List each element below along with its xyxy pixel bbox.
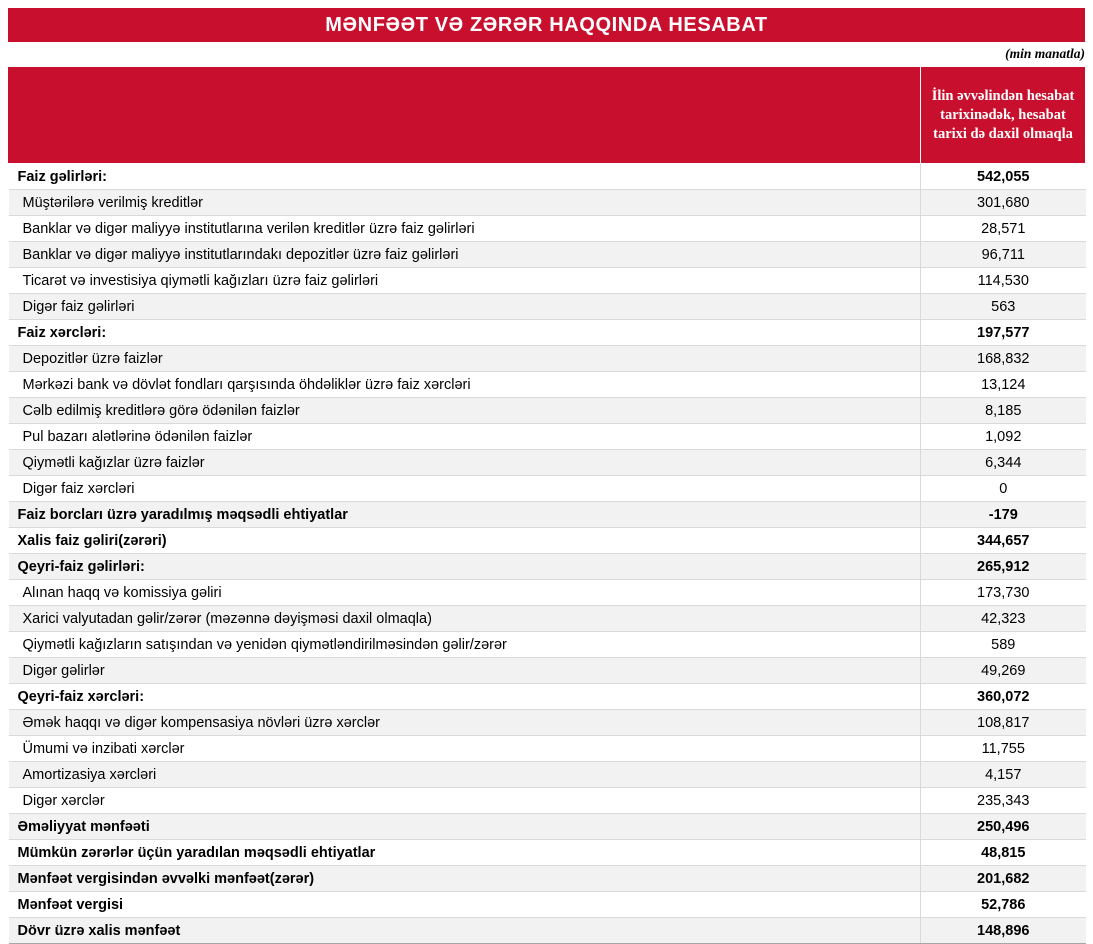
row-label: Mənfəət vergisindən əvvəlki mənfəət(zərər) — [9, 866, 921, 892]
row-label: Əməliyyat mənfəəti — [9, 814, 921, 840]
row-label: Depozitlər üzrə faizlər — [9, 346, 921, 372]
table-row — [9, 398, 1086, 424]
row-value: -179 — [921, 502, 1086, 528]
row-value: 542,055 — [921, 164, 1086, 190]
row-label: Mümkün zərərlər üçün yaradılan məqsədli ehtiyatlar — [9, 840, 921, 866]
table-row — [9, 190, 1086, 216]
row-value: 0 — [921, 476, 1086, 502]
report-title-bar — [8, 8, 1085, 42]
table-row — [9, 476, 1086, 502]
table-row — [9, 164, 1086, 190]
row-label: Müştərilərə verilmiş kreditlər — [9, 190, 921, 216]
column-header-label — [9, 67, 921, 164]
row-value: 96,711 — [921, 242, 1086, 268]
table-row — [9, 840, 1086, 866]
row-label: Cəlb edilmiş kreditlərə görə ödənilən faizlər — [9, 398, 921, 424]
table-row — [9, 294, 1086, 320]
row-label: Pul bazarı alətlərinə ödənilən faizlər — [9, 424, 921, 450]
column-header-period: İlin əvvəlindən hesabat tarixinədək, hesabat tarixi də daxil olmaqla — [921, 67, 1086, 164]
row-value: 4,157 — [921, 762, 1086, 788]
row-value: 197,577 — [921, 320, 1086, 346]
table-row — [9, 268, 1086, 294]
table-row — [9, 606, 1086, 632]
row-value: 6,344 — [921, 450, 1086, 476]
table-row — [9, 580, 1086, 606]
table-head — [9, 67, 1086, 164]
profit-loss-table — [8, 66, 1086, 944]
table-row — [9, 632, 1086, 658]
row-value: 235,343 — [921, 788, 1086, 814]
row-value: 173,730 — [921, 580, 1086, 606]
row-value: 48,815 — [921, 840, 1086, 866]
row-label: Mərkəzi bank və dövlət fondları qarşısında öhdəliklər üzrə faiz xərcləri — [9, 372, 921, 398]
table-row — [9, 892, 1086, 918]
table-row — [9, 450, 1086, 476]
row-label: Qeyri-faiz gəlirləri: — [9, 554, 921, 580]
row-label: Faiz xərcləri: — [9, 320, 921, 346]
row-label: Digər faiz xərcləri — [9, 476, 921, 502]
row-label: Alınan haqq və komissiya gəliri — [9, 580, 921, 606]
row-label: Xalis faiz gəliri(zərəri) — [9, 528, 921, 554]
table-row — [9, 710, 1086, 736]
row-label: Ümumi və inzibati xərclər — [9, 736, 921, 762]
table-row — [9, 216, 1086, 242]
row-label: Faiz gəlirləri: — [9, 164, 921, 190]
row-value: 11,755 — [921, 736, 1086, 762]
row-label: Digər xərclər — [9, 788, 921, 814]
page-title: MƏNFƏƏT VƏ ZƏRƏR HAQQINDA HESABAT — [325, 13, 768, 36]
row-value: 301,680 — [921, 190, 1086, 216]
row-value: 563 — [921, 294, 1086, 320]
row-label: Ticarət və investisiya qiymətli kağızları üzrə faiz gəlirləri — [9, 268, 921, 294]
table-row — [9, 372, 1086, 398]
row-label: Digər faiz gəlirləri — [9, 294, 921, 320]
row-value: 201,682 — [921, 866, 1086, 892]
row-value: 589 — [921, 632, 1086, 658]
row-value: 13,124 — [921, 372, 1086, 398]
row-value: 168,832 — [921, 346, 1086, 372]
row-label: Digər gəlirlər — [9, 658, 921, 684]
row-value: 265,912 — [921, 554, 1086, 580]
table-row — [9, 788, 1086, 814]
row-label: Banklar və digər maliyyə institutlarındakı depozitlər üzrə faiz gəlirləri — [9, 242, 921, 268]
row-value: 8,185 — [921, 398, 1086, 424]
row-label: Faiz borcları üzrə yaradılmış məqsədli ehtiyatlar — [9, 502, 921, 528]
table-body — [9, 164, 1086, 944]
table-row — [9, 554, 1086, 580]
row-value: 1,092 — [921, 424, 1086, 450]
table-row — [9, 424, 1086, 450]
row-value: 344,657 — [921, 528, 1086, 554]
table-header-row — [9, 67, 1086, 164]
row-value: 250,496 — [921, 814, 1086, 840]
table-row — [9, 502, 1086, 528]
row-label: Banklar və digər maliyyə institutlarına verilən kreditlər üzrə faiz gəlirləri — [9, 216, 921, 242]
row-label: Dövr üzrə xalis mənfəət — [9, 918, 921, 944]
table-row — [9, 346, 1086, 372]
units-note: (min manatla) — [1005, 46, 1085, 61]
row-value: 52,786 — [921, 892, 1086, 918]
table-row — [9, 866, 1086, 892]
row-value: 108,817 — [921, 710, 1086, 736]
table-row — [9, 918, 1086, 944]
table-row — [9, 658, 1086, 684]
row-value: 360,072 — [921, 684, 1086, 710]
row-value: 49,269 — [921, 658, 1086, 684]
row-label: Qiymətli kağızların satışından və yenidən qiymətləndirilməsindən gəlir/zərər — [9, 632, 921, 658]
row-value: 28,571 — [921, 216, 1086, 242]
row-label: Əmək haqqı və digər kompensasiya növləri üzrə xərclər — [9, 710, 921, 736]
row-label: Qeyri-faiz xərcləri: — [9, 684, 921, 710]
table-row — [9, 736, 1086, 762]
row-label: Mənfəət vergisi — [9, 892, 921, 918]
table-row — [9, 320, 1086, 346]
row-label: Qiymətli kağızlar üzrə faizlər — [9, 450, 921, 476]
row-label: Xarici valyutadan gəlir/zərər (məzənnə dəyişməsi daxil olmaqla) — [9, 606, 921, 632]
table-row — [9, 242, 1086, 268]
row-label: Amortizasiya xərcləri — [9, 762, 921, 788]
table-row — [9, 814, 1086, 840]
row-value: 148,896 — [921, 918, 1086, 944]
row-value: 42,323 — [921, 606, 1086, 632]
table-row — [9, 762, 1086, 788]
row-value: 114,530 — [921, 268, 1086, 294]
table-row — [9, 528, 1086, 554]
table-row — [9, 684, 1086, 710]
